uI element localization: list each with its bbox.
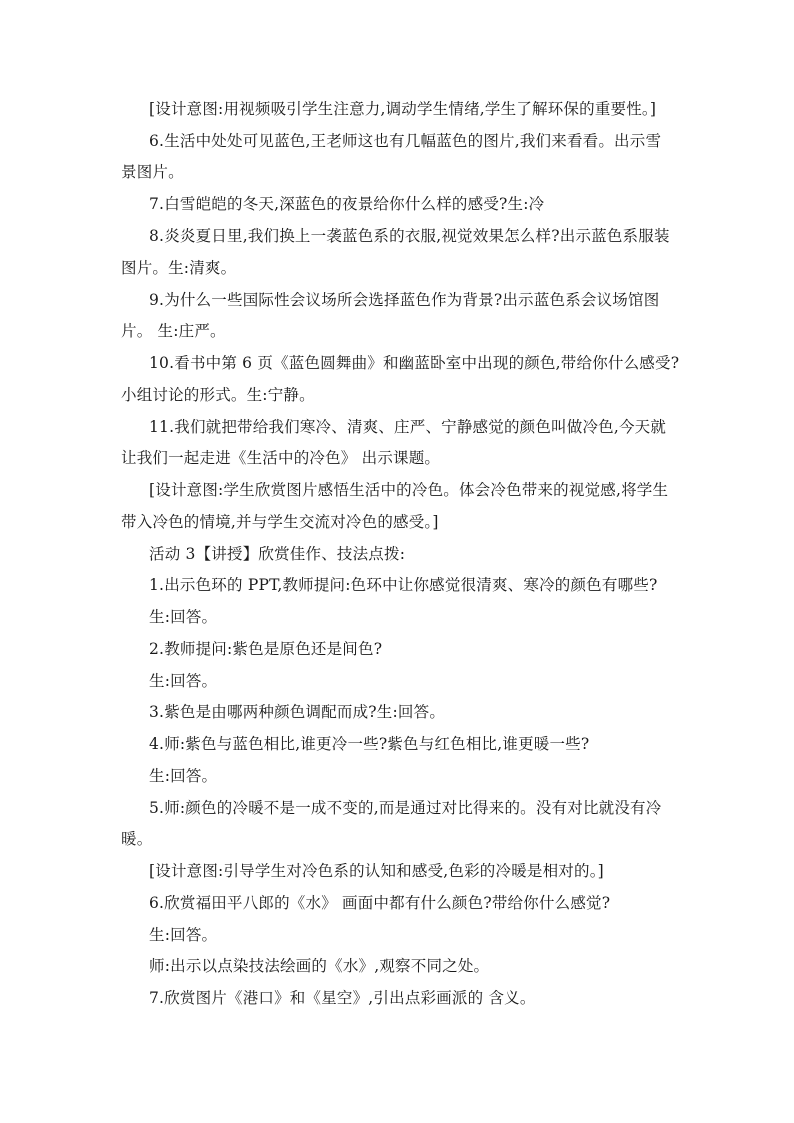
- activity-item-6: 6.欣赏福田平八郎的《水》 画面中都有什么颜色?带给你什么感觉?: [149, 894, 611, 912]
- paragraph-item-10-cont: 小组讨论的形式。生:宁静。: [121, 386, 315, 404]
- paragraph-item-7: 7.白雪皑皑的冬天,深蓝色的夜景给你什么样的感受?生:冷: [149, 195, 545, 213]
- design-intent-note-2-cont: 带入冷色的情境,并与学生交流对冷色的感受。]: [121, 513, 439, 531]
- paragraph-item-9: 9.为什么一些国际性会议场所会选择蓝色作为背景?出示蓝色系会议场馆图: [149, 291, 660, 309]
- paragraph-item-8: 8.炎炎夏日里,我们换上一袭蓝色系的衣服,视觉效果怎么样?出示蓝色系服装: [149, 227, 670, 245]
- paragraph-item-9-cont: 片。 生:庄严。: [121, 322, 226, 340]
- paragraph-item-6: 6.生活中处处可见蓝色,王老师这也有几幅蓝色的图片,我们来看看。出示雪: [149, 132, 662, 150]
- design-intent-note-2: [设计意图:学生欣赏图片感悟生活中的冷色。体会冷色带来的视觉感,将学生: [149, 481, 669, 499]
- design-intent-note-1: [设计意图:用视频吸引学生注意力,调动学生情绪,学生了解环保的重要性。]: [149, 100, 657, 118]
- paragraph-item-8-cont: 图片。生:清爽。: [121, 259, 237, 277]
- activity-item-2: 2.教师提问:紫色是原色还是间色?: [149, 640, 383, 658]
- activity-item-7: 7.欣赏图片《港口》和《星空》,引出点彩画派的 含义。: [149, 989, 536, 1007]
- student-answer: 生:回答。: [149, 672, 218, 690]
- student-answer: 生:回答。: [149, 926, 218, 944]
- paragraph-item-11-cont: 让我们一起走进《生活中的冷色》 出示课题。: [121, 449, 441, 467]
- activity-item-3: 3.紫色是由哪两种颜色调配而成?生:回答。: [149, 703, 446, 721]
- paragraph-item-10: 10.看书中第 6 页《蓝色圆舞曲》和幽蓝卧室中出现的颜色,带给你什么感受?: [149, 354, 680, 372]
- activity-item-1: 1.出示色环的 PPT,教师提问:色环中让你感觉很清爽、寒冷的颜色有哪些?: [149, 576, 658, 594]
- student-answer: 生:回答。: [149, 608, 218, 626]
- paragraph-item-11: 11.我们就把带给我们寒冷、清爽、庄严、宁静感觉的颜色叫做冷色,今天就: [149, 418, 667, 436]
- student-answer: 生:回答。: [149, 767, 218, 785]
- design-intent-note-3: [设计意图:引导学生对冷色系的认知和感受,色彩的冷暖是相对的。]: [149, 862, 604, 880]
- activity-item-5-cont: 暖。: [121, 830, 153, 848]
- paragraph-item-6-cont: 景图片。: [121, 163, 184, 181]
- activity-item-5: 5.师:颜色的冷暖不是一成不变的,而是通过对比得来的。没有对比就没有冷: [149, 799, 662, 817]
- teacher-instruction: 师:出示以点染技法绘画的《水》,观察不同之处。: [149, 957, 490, 975]
- activity-3-heading: 活动 3【讲授】欣赏佳作、技法点拨:: [149, 545, 406, 563]
- activity-item-4: 4.师:紫色与蓝色相比,谁更冷一些?紫色与红色相比,谁更暖一些?: [149, 735, 590, 753]
